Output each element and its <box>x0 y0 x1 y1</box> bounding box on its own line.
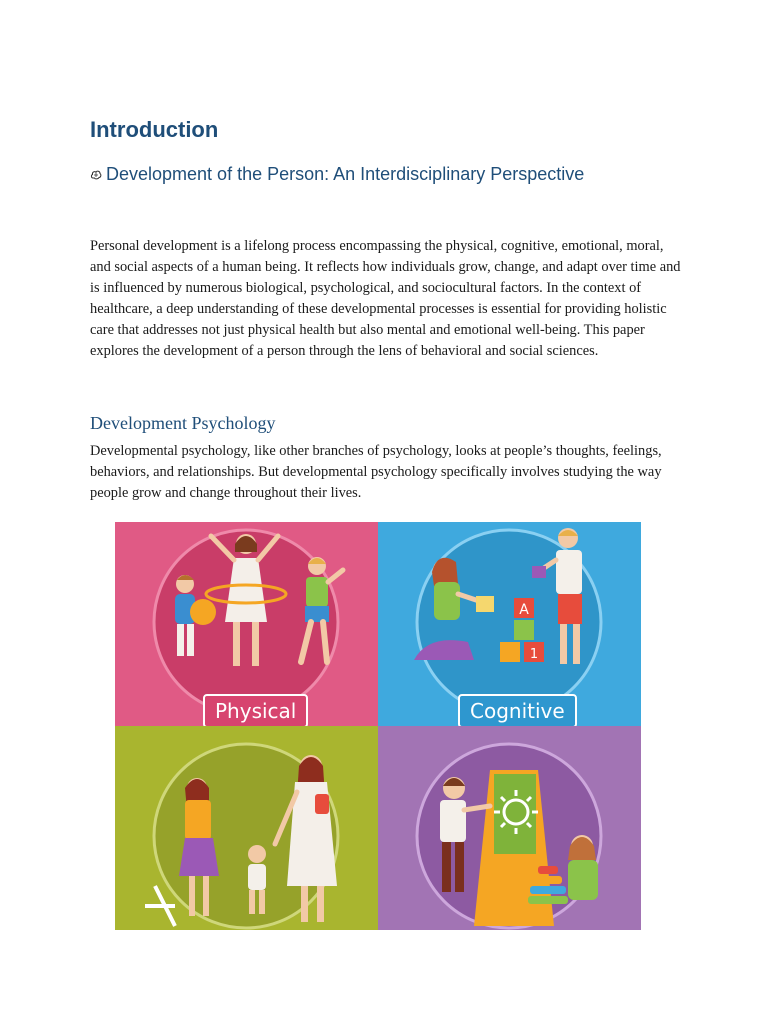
easel-illustration <box>378 726 641 930</box>
section-heading: Development Psychology <box>90 413 276 433</box>
label-physical: Physical <box>203 694 308 726</box>
page-title: Introduction <box>90 117 219 142</box>
quadrant-physical <box>115 522 378 726</box>
family-illustration <box>115 726 378 930</box>
label-cognitive: Cognitive <box>458 694 577 726</box>
quadrant-emotional <box>378 726 641 930</box>
brain-icon <box>90 165 102 177</box>
quadrant-cognitive <box>378 522 641 726</box>
section-paragraph: Developmental psychology, like other branches of psychology, looks at people’s thoughts, feelings, behaviors, and relationships. But developmental psychology specifically involves studying the way people grow and change throughout their lives. <box>90 443 662 501</box>
block-letter-a: A <box>519 602 529 618</box>
quadrant-social <box>115 726 378 930</box>
subtitle-text: Development of the Person: An Interdisciplinary Perspective <box>106 164 585 184</box>
intro-paragraph: Personal development is a lifelong process encompassing the physical, cognitive, emotional, moral, and social aspects of a human being. It reflects how individuals grow, change, and adapt over time and is influenced by numerous biological, psychological, and sociocultural factors. In the context of healthcare, a deep understanding of these developmental processes is essential for providing holistic care that addresses not just physical health but also mental and emotional well-being. This paper explores the development of a person through the lens of behavioral and social sciences. <box>90 238 681 359</box>
subtitle <box>90 164 584 185</box>
block-number-1: 1 <box>529 647 539 662</box>
development-domains-illustration <box>115 522 641 930</box>
